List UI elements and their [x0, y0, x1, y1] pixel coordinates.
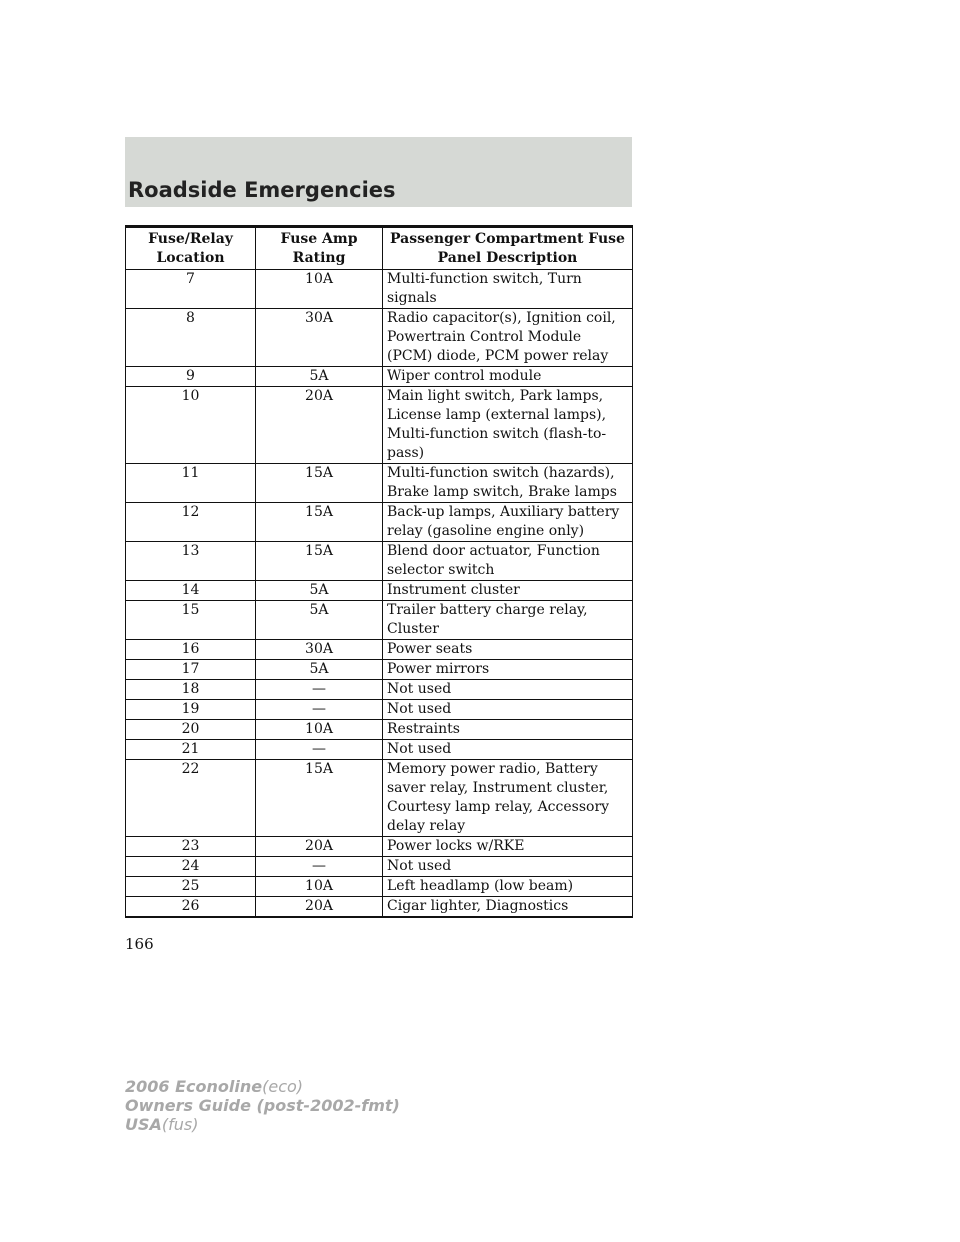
- table-row: [126, 640, 633, 660]
- fuse-location-cell: 8: [126, 309, 256, 367]
- fuse-description-cell: Not used: [383, 740, 633, 760]
- fuse-location-cell: 12: [126, 503, 256, 542]
- fuse-location-cell: 7: [126, 270, 256, 309]
- fuse-amp-cell: 30A: [256, 309, 383, 367]
- fuse-amp-cell: 30A: [256, 640, 383, 660]
- fuse-amp-cell: 10A: [256, 877, 383, 897]
- table-row: [126, 720, 633, 740]
- table-row: [126, 877, 633, 897]
- document-footer: [125, 1077, 400, 1134]
- fuse-amp-cell: 5A: [256, 581, 383, 601]
- fuse-amp-cell: 5A: [256, 367, 383, 387]
- table-header-row: [126, 227, 633, 270]
- footer-line-market: [125, 1115, 400, 1134]
- fuse-description-cell: Instrument cluster: [383, 581, 633, 601]
- table-row: [126, 897, 633, 918]
- fuse-location-cell: 18: [126, 680, 256, 700]
- fuse-description-cell: Restraints: [383, 720, 633, 740]
- fuse-description-cell: Left headlamp (low beam): [383, 877, 633, 897]
- fuse-description-cell: Not used: [383, 857, 633, 877]
- fuse-amp-cell: —: [256, 680, 383, 700]
- fuse-location-cell: 13: [126, 542, 256, 581]
- fuse-amp-cell: 15A: [256, 503, 383, 542]
- section-title: Roadside Emergencies: [128, 178, 396, 202]
- fuse-description-cell: Power seats: [383, 640, 633, 660]
- fuse-amp-cell: 15A: [256, 542, 383, 581]
- fuse-location-cell: 10: [126, 387, 256, 464]
- table-row: [126, 270, 633, 309]
- fuse-description-cell: Multi-function switch, Turn signals: [383, 270, 633, 309]
- table-row: [126, 700, 633, 720]
- fuse-description-cell: Not used: [383, 680, 633, 700]
- fuse-description-cell: Cigar lighter, Diagnostics: [383, 897, 633, 918]
- table-row: [126, 837, 633, 857]
- fuse-description-cell: Wiper control module: [383, 367, 633, 387]
- table-row: [126, 581, 633, 601]
- fuse-description-cell: Main light switch, Park lamps, License lamp (external lamps), Multi-function switch (flash-to-pass): [383, 387, 633, 464]
- table-row: [126, 542, 633, 581]
- table-row: [126, 503, 633, 542]
- fuse-description-cell: Power mirrors: [383, 660, 633, 680]
- table-row: [126, 601, 633, 640]
- fuse-location-cell: 26: [126, 897, 256, 918]
- table-row: [126, 740, 633, 760]
- table-row: [126, 760, 633, 837]
- page-number: 166: [125, 935, 154, 953]
- fuse-amp-cell: —: [256, 740, 383, 760]
- fuse-location-cell: 22: [126, 760, 256, 837]
- column-header-description: Passenger Compartment Fuse Panel Description: [383, 227, 633, 270]
- table-row: [126, 387, 633, 464]
- fuse-description-cell: Power locks w/RKE: [383, 837, 633, 857]
- footer-guide: Owners Guide (post-2002-fmt): [125, 1096, 400, 1115]
- column-header-location: Fuse/Relay Location: [126, 227, 256, 270]
- footer-model: 2006 Econoline: [125, 1077, 263, 1096]
- fuse-amp-cell: 5A: [256, 601, 383, 640]
- table-row: [126, 680, 633, 700]
- fuse-description-cell: Trailer battery charge relay, Cluster: [383, 601, 633, 640]
- footer-line-model: [125, 1077, 400, 1096]
- table-row: [126, 857, 633, 877]
- fuse-amp-cell: —: [256, 700, 383, 720]
- fuse-location-cell: 11: [126, 464, 256, 503]
- fuse-location-cell: 25: [126, 877, 256, 897]
- fuse-location-cell: 16: [126, 640, 256, 660]
- fuse-amp-cell: 20A: [256, 387, 383, 464]
- section-header-band: [125, 137, 632, 207]
- fuse-amp-cell: 20A: [256, 897, 383, 918]
- fuse-amp-cell: 15A: [256, 464, 383, 503]
- fuse-amp-cell: 10A: [256, 270, 383, 309]
- column-header-amp: Fuse Amp Rating: [256, 227, 383, 270]
- fuse-description-cell: Radio capacitor(s), Ignition coil, Powertrain Control Module (PCM) diode, PCM power relay: [383, 309, 633, 367]
- fuse-location-cell: 15: [126, 601, 256, 640]
- fuse-description-cell: Blend door actuator, Function selector switch: [383, 542, 633, 581]
- fuse-amp-cell: 5A: [256, 660, 383, 680]
- fuse-table: [125, 225, 633, 918]
- fuse-description-cell: Multi-function switch (hazards), Brake lamp switch, Brake lamps: [383, 464, 633, 503]
- fuse-description-cell: Not used: [383, 700, 633, 720]
- table-row: [126, 367, 633, 387]
- table-row: [126, 464, 633, 503]
- fuse-location-cell: 20: [126, 720, 256, 740]
- table-row: [126, 660, 633, 680]
- fuse-description-cell: Memory power radio, Battery saver relay, Instrument cluster, Courtesy lamp relay, Accessory delay relay: [383, 760, 633, 837]
- fuse-location-cell: 14: [126, 581, 256, 601]
- fuse-location-cell: 9: [126, 367, 256, 387]
- footer-market: USA: [125, 1115, 162, 1134]
- footer-model-code: (eco): [262, 1077, 304, 1096]
- fuse-amp-cell: 10A: [256, 720, 383, 740]
- fuse-location-cell: 24: [126, 857, 256, 877]
- footer-market-code: (fus): [161, 1115, 199, 1134]
- fuse-amp-cell: 20A: [256, 837, 383, 857]
- fuse-location-cell: 19: [126, 700, 256, 720]
- fuse-location-cell: 21: [126, 740, 256, 760]
- fuse-location-cell: 23: [126, 837, 256, 857]
- fuse-description-cell: Back-up lamps, Auxiliary battery relay (gasoline engine only): [383, 503, 633, 542]
- table-row: [126, 309, 633, 367]
- fuse-amp-cell: 15A: [256, 760, 383, 837]
- fuse-amp-cell: —: [256, 857, 383, 877]
- fuse-location-cell: 17: [126, 660, 256, 680]
